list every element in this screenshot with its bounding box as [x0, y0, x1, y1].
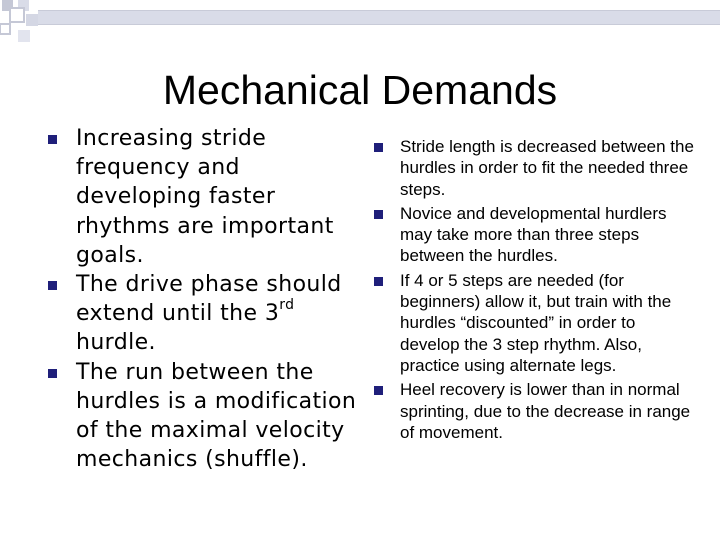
- square-bullet-icon: [374, 386, 383, 395]
- bullet-text: If 4 or 5 steps are needed (for beginners) allow it, but train with the hurdles “discounted” in order to develop the 3 step rhythm. Also, practice using alternate legs.: [400, 270, 672, 375]
- list-item: [48, 358, 358, 475]
- right-bullet-list: [374, 136, 694, 443]
- square-bullet-icon: [374, 210, 383, 219]
- bullet-text: Novice and developmental hurdlers may take more than three steps between the hurdles.: [400, 203, 667, 266]
- square-bullet-icon: [374, 143, 383, 152]
- list-item: [374, 136, 694, 200]
- list-item: [48, 270, 358, 358]
- header-bar: [38, 10, 720, 25]
- bullet-text: Increasing stride frequency and developing faster rhythms are important goals.: [76, 126, 334, 268]
- square-bullet-icon: [48, 135, 57, 144]
- bullet-text: Stride length is decreased between the hurdles in order to fit the needed three steps.: [400, 137, 694, 199]
- left-bullet-list: [48, 124, 358, 474]
- square-bullet-icon: [48, 369, 57, 378]
- slide-title: Mechanical Demands: [162, 67, 558, 113]
- list-item: [374, 379, 694, 443]
- bullet-text: Heel recovery is lower than in normal sprinting, due to the decrease in range of movement.: [400, 380, 691, 442]
- square-bullet-icon: [48, 281, 57, 290]
- bullet-text: The run between the hurdles is a modification of the maximal velocity mechanics (shuffle).: [76, 359, 357, 473]
- bullet-text-end: hurdle.: [76, 330, 156, 356]
- square-bullet-icon: [374, 277, 383, 286]
- list-item: [374, 270, 694, 376]
- list-item: [374, 203, 694, 267]
- ordinal-superscript: rd: [279, 296, 295, 313]
- list-item: [48, 124, 358, 270]
- bullet-text: The drive phase should extend until the 3: [76, 272, 342, 327]
